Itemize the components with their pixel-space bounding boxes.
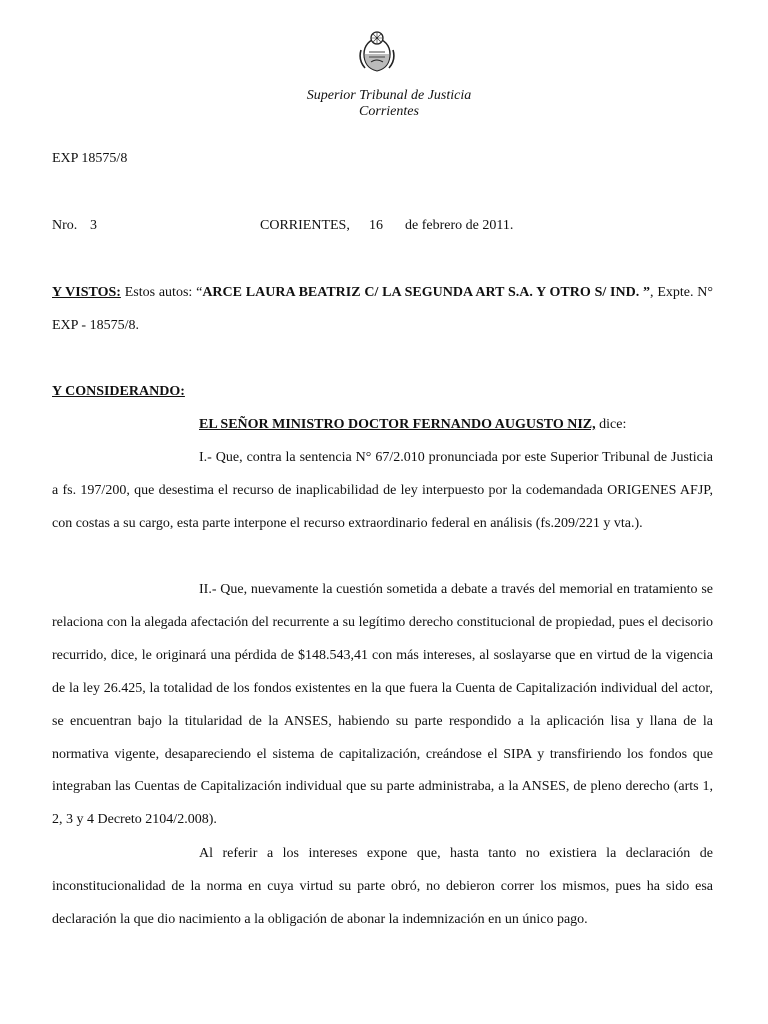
paragraph-text: Al referir a los intereses expone que, hasta tanto no existiera la declaración de inconstitucionalidad de la norma en cuya virtud su parte obró, no debieron correr los mismos, pues ha sido esa declaración la que dio nacimiento a la obligación de abonar la indemnización en un único pago.	[52, 846, 713, 927]
place-label: CORRIENTES,	[260, 218, 350, 233]
minister-name: EL SEÑOR MINISTRO DOCTOR FERNANDO AUGUSTO NIZ,	[199, 417, 596, 432]
paragraph-interest	[52, 838, 713, 937]
date-month-year: de febrero de 2011.	[405, 218, 514, 233]
minister-line	[199, 417, 626, 433]
considerando-heading: Y CONSIDERANDO:	[52, 384, 185, 399]
case-expte: , Expte. N° EXP - 18575/8.	[52, 285, 713, 333]
file-reference: EXP 18575/8	[52, 151, 128, 166]
paragraph-text: II.- Que, nuevamente la cuestión sometida a debate a través del memorial en tratamiento se relaciona con la alegada afectación del recurrente a su legítimo derecho constitucional de propiedad, pues el decisorio recurrido, dice, le originará una pérdida de $148.543,41 con más intereses, al soslayarse que en virtud de la vigencia de la ley 26.425, la totalidad de los fondos existentes en la que fuera la Cuenta de Capitalización individual del actor, se encuentran bajo la titularidad de la ANSES, habiendo su parte respondido a la aplicación lisa y llana de la normativa vigente, desapareciendo el sistema de capitalización, creándose el SIPA y transfiriendo los fondos que integraban las Cuentas de Capitalización individual que su parte administraba, a la ANSES, de pleno derecho (arts 1, 2, 3 y 4 Decreto 2104/2.008).	[52, 582, 713, 828]
resolution-number: 3	[90, 218, 97, 233]
case-close-quote: ”	[643, 285, 651, 300]
paragraph-ii	[52, 574, 713, 837]
case-title: ARCE LAURA BEATRIZ C/ LA SEGUNDA ART S.A. Y OTRO S/ IND.	[202, 285, 640, 300]
paragraph-text: I.- Que, contra la sentencia N° 67/2.010 pronunciada por este Superior Tribunal de Justicia a fs. 197/200, que desestima el recurso de inaplicabilidad de ley interpuesto por la codemandada ORIGENES AFJP, con costas a su cargo, esta parte interpone el recurso extraordinario federal en análisis (fs.209/221 y vta.).	[52, 450, 713, 531]
minister-says: dice:	[595, 417, 627, 432]
coat-of-arms-seal	[357, 30, 397, 74]
court-city: Corrientes	[359, 104, 419, 119]
number-label: Nro.	[52, 218, 78, 233]
date-day: 16	[369, 218, 383, 233]
vistos-heading: Y VISTOS:	[52, 285, 121, 300]
vistos-paragraph	[52, 276, 713, 342]
paragraph-i	[52, 442, 713, 541]
court-name: Superior Tribunal de Justicia	[306, 88, 472, 103]
court-header	[0, 88, 768, 120]
vistos-intro: Estos autos: “	[120, 285, 203, 300]
